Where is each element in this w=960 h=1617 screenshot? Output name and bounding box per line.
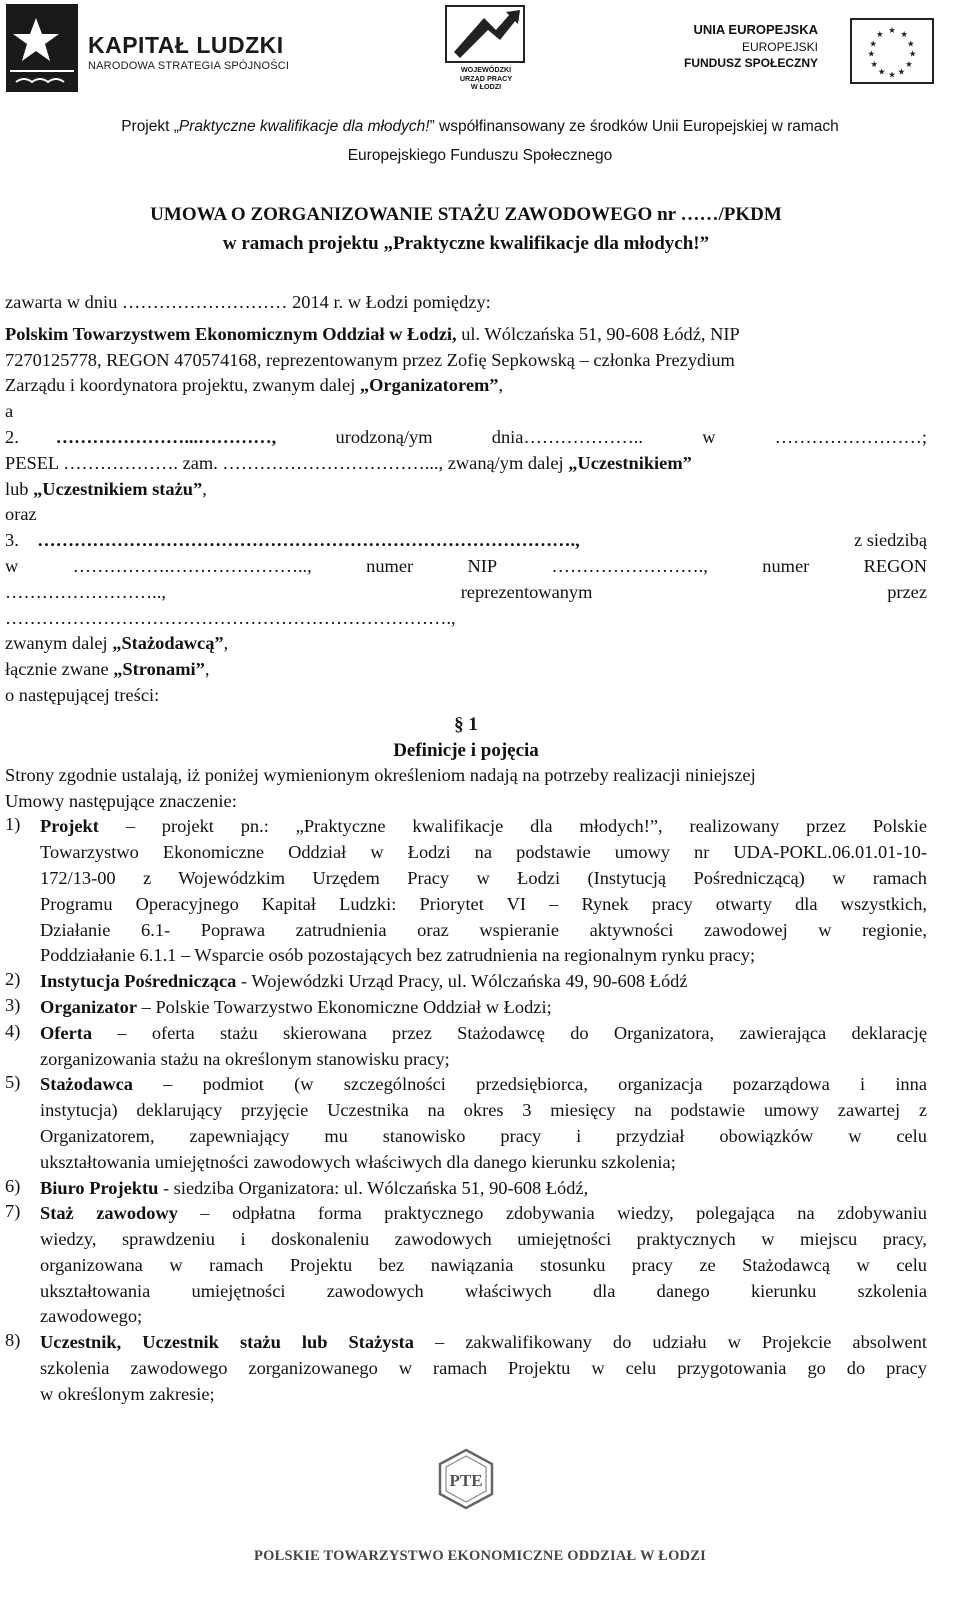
- pte-logo-text: PTE: [449, 1471, 483, 1490]
- party3-line5: zwanym dalej „Stażodawcą”,: [5, 633, 229, 654]
- definitions-intro-line2: Umowy następujące znaczenie:: [5, 790, 237, 811]
- definition-line: Działanie 6.1- Poprawa zatrudnienia oraz wspieranie aktywności zawodowej w regionie,: [40, 919, 927, 940]
- definition-term: Organizator: [40, 996, 138, 1017]
- svg-text:★: ★: [906, 38, 915, 49]
- definition-item: [5, 1201, 927, 1330]
- party2-line1: 2. …………………...…………, urodzoną/ym dnia……………….. w ……………………;: [5, 426, 927, 447]
- svg-text:★: ★: [897, 66, 906, 77]
- definition-number: 2): [5, 969, 21, 990]
- eu-fund-name: FUNDUSZ SPOŁECZNY: [683, 56, 818, 70]
- project-header-line1: Projekt „Praktyczne kwalifikacje dla młodych!” współfinansowany ze środków Unii Europejskiej w ramach: [121, 118, 839, 135]
- project-cofinancing-header: [0, 112, 960, 170]
- project-name: Praktyczne kwalifikacje dla młodych!: [178, 118, 430, 135]
- definition-line: Projekt – projekt pn.: „Praktyczne kwalifikacje dla młodych!”, realizowany przez Polskie: [40, 816, 927, 837]
- definition-item: [5, 995, 927, 1021]
- party1-line3: Zarządu i koordynatora projektu, zwanym dalej „Organizatorem”,: [5, 375, 504, 396]
- kapital-ludzki-emblem-icon: [6, 4, 78, 92]
- definition-item: [5, 1072, 927, 1175]
- contract-title: UMOWA O ZORGANIZOWANIE STAŻU ZAWODOWEGO nr ……/PKDM: [150, 204, 782, 225]
- svg-text:★: ★: [888, 25, 896, 36]
- definition-number: 7): [5, 1201, 21, 1222]
- svg-text:★: ★: [870, 58, 878, 69]
- kapital-ludzki-subtitle: NARODOWA STRATEGIA SPÓJNOŚCI: [88, 60, 290, 72]
- conjunction-oraz: oraz: [5, 504, 37, 525]
- definition-item: [5, 1330, 927, 1407]
- svg-text:★: ★: [908, 48, 917, 59]
- svg-text:★: ★: [877, 66, 886, 77]
- definition-term: Staż zawodowy: [40, 1203, 178, 1224]
- definition-line: 172/13-00 z Wojewódzkim Urzędem Pracy w Łodzi (Instytucją Pośredniczącą) w ramach: [40, 867, 927, 888]
- section-number: § 1: [454, 713, 478, 735]
- footer-organization-name: POLSKIE TOWARZYSTWO EKONOMICZNE ODDZIAŁ W ŁODZI: [254, 1548, 706, 1564]
- svg-text:★: ★: [900, 28, 909, 39]
- definition-number: 3): [5, 994, 21, 1015]
- kapital-ludzki-logo: [6, 4, 306, 94]
- svg-text:★: ★: [867, 48, 876, 59]
- wup-arrow-emblem-icon: [444, 4, 526, 64]
- wup-text-line: URZĄD PRACY: [459, 73, 513, 83]
- definition-line: Biuro Projektu - siedziba Organizatora: ul. Wólczańska 51, 90-608 Łódź,: [40, 1177, 589, 1198]
- definition-line: organizowana w ramach Projektu bez nawiązania stosunku pracy ze Stażodawcą w celu: [40, 1254, 927, 1275]
- project-header-line2: Europejskiego Funduszu Społecznego: [347, 147, 613, 164]
- definition-term: Biuro Projektu: [40, 1177, 159, 1198]
- definition-line: szkolenia zawodowego zorganizowanego w ramach Projektu w celu przygotowania go do pracy: [40, 1358, 927, 1379]
- definition-term: Stażodawca: [40, 1074, 133, 1095]
- definition-line: instytucja) deklarujący przyjęcie Uczestnika na okres 3 miesięcy na podstawie umowy zawartej z: [40, 1100, 927, 1121]
- definition-number: 4): [5, 1020, 21, 1041]
- party1-line1: Polskim Towarzystwem Ekonomicznym Oddział w Łodzi, ul. Wólczańska 51, 90-608 Łódź, NIP: [5, 323, 740, 344]
- party2-line2: PESEL ………………. zam. ……………………………..., zwaną/ym dalej „Uczestnikiem”: [5, 452, 692, 473]
- wup-lodz-logo: [436, 4, 536, 102]
- eu-subtitle: EUROPEJSKI: [741, 40, 818, 54]
- definition-line: Organizator – Polskie Towarzystwo Ekonomiczne Oddział w Łodzi;: [40, 996, 552, 1017]
- definition-number: 6): [5, 1175, 21, 1196]
- definition-line: Stażodawca – podmiot (w szczególności przedsiębiorca, organizacja pozarządowa i inna: [40, 1074, 927, 1095]
- definition-line: Organizatorem, zapewniający mu stanowisko pracy i przydział obowiązków w celu: [40, 1125, 927, 1146]
- definition-line: ukształtowania umiejętności zawodowych właściwych dla danego kierunku szkolenia: [40, 1280, 927, 1301]
- definition-item: [5, 969, 927, 995]
- svg-text:★: ★: [888, 69, 896, 80]
- eu-title: UNIA EUROPEJSKA: [693, 22, 818, 37]
- definition-item: [5, 1021, 927, 1073]
- svg-text:★: ★: [905, 58, 913, 69]
- definition-number: 5): [5, 1072, 21, 1093]
- eu-flag-icon: [850, 18, 934, 84]
- section-title: Definicje i pojęcia: [393, 739, 539, 761]
- header-logos: [0, 0, 960, 110]
- definitions-intro-line1: Strony zgodnie ustalają, iż poniżej wymienionym określeniom nadają na potrzeby realizacji niniejszej: [5, 764, 756, 785]
- definition-item: [5, 814, 927, 969]
- wup-text-line: W ŁODZI: [470, 82, 502, 91]
- contract-body: [5, 200, 927, 1408]
- svg-text:★: ★: [875, 28, 884, 39]
- definition-term: Oferta: [40, 1022, 93, 1043]
- wup-text-line: WOJEWÓDZKI: [460, 65, 512, 74]
- definition-term: Projekt: [40, 816, 99, 837]
- party3-line4: ……………………………………………………………….,: [5, 607, 456, 628]
- conjunction-a: a: [5, 401, 14, 422]
- definition-line: zawodowego;: [40, 1306, 143, 1327]
- party3-line2: w …………….………………….., numer NIP ……………………., numer REGON: [5, 555, 927, 576]
- definition-line: ukształtowania umiejętności zawodowych właściwych dla danego kierunku szkolenia;: [40, 1151, 676, 1172]
- party3-line1: 3. ……………………………………………………………………………., z siedzibą: [5, 530, 927, 551]
- definition-term: Instytucja Pośrednicząca: [40, 971, 237, 992]
- definitions-list: [5, 814, 927, 1407]
- definition-line: Instytucja Pośrednicząca - Wojewódzki Urząd Pracy, ul. Wólczańska 49, 90-608 Łódź: [40, 971, 688, 992]
- pte-logo-icon: [436, 1448, 496, 1510]
- definition-line: Uczestnik, Uczestnik stażu lub Stażysta – zakwalifikowany do udziału w Projekcie absolwent: [40, 1332, 927, 1353]
- parties-collective-line: łącznie zwane „Stronami”,: [5, 659, 210, 680]
- definition-line: Programu Operacyjnego Kapitał Ludzki: Priorytet VI – Rynek pracy otwarty dla wszystkich,: [40, 893, 927, 914]
- definition-line: wiedzy, sprawdzeniu i doskonaleniu zawodowych umiejętności praktycznych w miejscu pracy,: [40, 1229, 927, 1250]
- kapital-ludzki-name: KAPITAŁ LUDZKI: [88, 32, 284, 58]
- definition-line: zorganizowania stażu na określonym stanowisku pracy;: [40, 1048, 450, 1069]
- date-line: zawarta w dniu ……………………… 2014 r. w Łodzi pomiędzy:: [5, 292, 491, 312]
- eu-efs-logo: [684, 18, 934, 88]
- definition-term: Uczestnik, Uczestnik stażu lub Stażysta: [40, 1332, 414, 1353]
- definition-line: Staż zawodowy – odpłatna forma praktycznego zdobywania wiedzy, polegająca na zdobywaniu: [40, 1203, 927, 1224]
- definition-number: 8): [5, 1330, 21, 1351]
- party3-line3: …………………….., reprezentowanym przez: [5, 581, 927, 602]
- content-intro-line: o następującej treści:: [5, 684, 160, 705]
- contract-subtitle: w ramach projektu „Praktyczne kwalifikacje dla młodych!”: [222, 233, 710, 254]
- party1-line2: 7270125778, REGON 470574168, reprezentowanym przez Zofię Sepkowską – członka Prezydium: [5, 349, 735, 370]
- party2-line3: lub „Uczestnikiem stażu”,: [5, 478, 207, 499]
- definition-line: Oferta – oferta stażu skierowana przez Stażodawcę do Organizatora, zawierająca deklarację: [40, 1022, 927, 1043]
- definition-item: [5, 1176, 927, 1202]
- wup-text: [436, 66, 536, 92]
- party1-name: Polskim Towarzystwem Ekonomicznym Oddział w Łodzi,: [5, 323, 457, 344]
- definition-number: 1): [5, 814, 21, 835]
- svg-text:★: ★: [869, 38, 878, 49]
- definition-line: Poddziałanie 6.1.1 – Wsparcie osób pozostających bez zatrudnienia na regionalnym rynku pracy;: [40, 945, 756, 966]
- definition-line: w określonym zakresie;: [40, 1383, 215, 1404]
- definition-line: Towarzystwo Ekonomiczne Oddział w Łodzi na podstawie umowy nr UDA-POKL.06.01.01-10-: [40, 842, 927, 863]
